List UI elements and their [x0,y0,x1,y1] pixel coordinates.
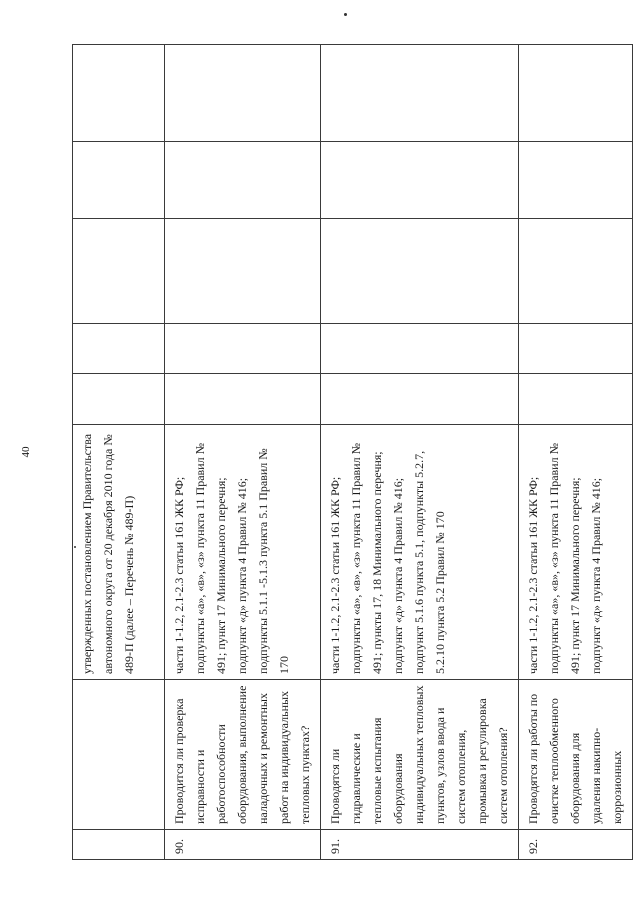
empty-cell [321,219,519,324]
empty-cell [321,374,519,425]
question-cell: Проводятся ли гидравлические и тепловые испытания оборудования индивидуальных тепловых пунктов, узлов ввода и систем отопления, промывка и регулировка систем отопления? [321,680,519,830]
reference-cell: части 1-1.2, 2.1-2.3 статьи 161 ЖК РФ; подпункты «а», «в», «з» пункта 11 Правил № 491; пункт 17 Минимального перечня; подпункт «д» пункта 4 Правил № 416; [519,425,633,680]
reference-cell: части 1-1.2, 2.1-2.3 статьи 161 ЖК РФ; подпункты «а», «в», «з» пункта 11 Правил № 491; пункты 17, 18 Минимального перечня; подпункт «д» пункта 4 Правил № 416; подпункт 5.1.6 пункта 5.1, подпункты 5.2.7, 5.2.10 пункта 5.2 Правил № 170 [321,425,519,680]
empty-cell [519,219,633,324]
scan-speck [344,13,347,16]
empty-cell [321,324,519,374]
empty-cell [519,142,633,219]
row-number-cell [73,830,165,860]
empty-cell [165,374,321,425]
empty-cell [165,219,321,324]
table-row [519,45,633,860]
empty-cell [73,374,165,425]
question-cell: Проводятся ли работы по очистке теплообменного оборудования для удаления накипно-коррозионных [519,680,633,830]
empty-cell [321,45,519,142]
row-number-cell: 90. [165,830,321,860]
table-row [321,45,519,860]
empty-cell [73,45,165,142]
checklist-table [72,44,633,860]
empty-cell [73,219,165,324]
row-number-cell: 91. [321,830,519,860]
empty-cell [165,45,321,142]
question-cell: Проводится ли проверка исправности и работоспособности оборудования, выполнение наладочных и ремонтных работ на индивидуальных тепловых пунктах? [165,680,321,830]
page-number: 40 [20,446,32,458]
table-row [165,45,321,860]
empty-cell [519,374,633,425]
reference-cell: части 1-1.2, 2.1-2.3 статьи 161 ЖК РФ; подпункты «а», «в», «з» пункта 11 Правил № 491; пункт 17 Минимального перечня; подпункт «д» пункта 4 Правил № 416; подпункты 5.1.1 -5.1.3 пункта 5.1 Правил № 170 [165,425,321,680]
landscape-sheet [72,45,624,860]
rotated-page-area [72,45,624,860]
reference-cell: утвержденных постановлением Правительства автономного округа от 20 декабря 2010 года № 489-П (далее – Перечень № 489-П) [73,425,165,680]
empty-cell [73,324,165,374]
empty-cell [165,142,321,219]
row-number-cell: 92. [519,830,633,860]
empty-cell [165,324,321,374]
question-cell [73,680,165,830]
empty-cell [519,45,633,142]
empty-cell [519,324,633,374]
table-row [73,45,165,860]
empty-cell [73,142,165,219]
empty-cell [321,142,519,219]
